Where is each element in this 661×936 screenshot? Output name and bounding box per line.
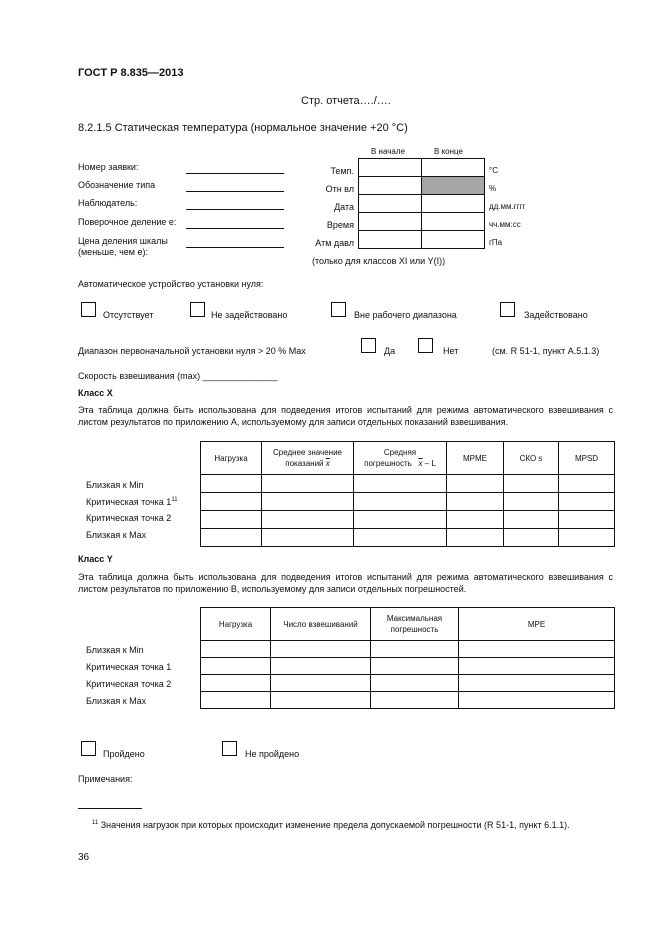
class-y-cell[interactable] — [371, 692, 459, 709]
class-x-header-error-line1: Средняя — [383, 448, 417, 457]
class-x-cell[interactable] — [559, 511, 615, 529]
footnote-mark: 11 — [92, 820, 99, 826]
zero-range-no-label: Нет — [443, 346, 459, 356]
class-x-header-mpsd: MPSD — [559, 442, 615, 475]
class-y-cell[interactable] — [459, 641, 615, 658]
class-x-header-load: Нагрузка — [201, 442, 262, 475]
env-unit: чч.мм:сс — [489, 220, 521, 229]
env-unit: гПа — [489, 238, 503, 247]
auto-zero-option-label: Отсутствует — [103, 310, 154, 320]
class-y-cell[interactable] — [271, 692, 371, 709]
auto-zero-option-checkbox[interactable] — [500, 302, 515, 317]
class-x-cell[interactable] — [262, 493, 354, 511]
class-x-header-error-symbol: $\overline{x}$ — [418, 459, 423, 468]
class-x-header-mean-symbol: $\overline{x}$ — [325, 459, 330, 468]
class-x-cell[interactable] — [201, 475, 262, 493]
class-y-header-load: Нагрузка — [201, 608, 271, 641]
class-x-cell[interactable] — [354, 493, 447, 511]
auto-zero-title: Автоматическое устройство установки нуля: — [78, 279, 264, 289]
class-y-header-mpe: MPE — [459, 608, 615, 641]
class-y-cell[interactable] — [201, 692, 271, 709]
class-x-cell[interactable] — [504, 493, 559, 511]
class-x-row-label-text: Критическая точка 1 — [86, 497, 172, 507]
class-x-header-mean — [262, 442, 354, 475]
section-title: 8.2.1.5 Статическая температура (нормальное значение +20 °С) — [78, 122, 408, 134]
zero-range-yes-checkbox[interactable] — [361, 338, 376, 353]
class-y-text: Эта таблица должна быть использована для подведения итогов испытаний для режима автоматического взвешивания с листом результатов по приложению B, используемому для записи отдельных погрешностей. — [78, 572, 613, 594]
env-row-label: Время — [326, 220, 354, 230]
class-x-cell[interactable] — [447, 475, 504, 493]
class-x-cell[interactable] — [201, 511, 262, 529]
env-note: (только для классов XI или Y(I)) — [312, 256, 446, 266]
env-cell[interactable] — [422, 195, 485, 213]
class-x-row-label: Близкая к Max — [86, 530, 147, 540]
env-row-label: Темп. — [330, 166, 354, 176]
env-cell[interactable] — [359, 213, 422, 231]
class-x-row-label: Близкая к Min — [86, 480, 144, 490]
auto-zero-option-checkbox[interactable] — [190, 302, 205, 317]
field-scale-label: Цена деления шкалы — [78, 236, 168, 246]
class-x-header-mpme: MPME — [447, 442, 504, 475]
auto-zero-option-checkbox[interactable] — [81, 302, 96, 317]
class-x-cell[interactable] — [262, 475, 354, 493]
field-observer-label: Наблюдатель: — [78, 198, 138, 208]
class-x-header-error-line2: погрешность — [364, 459, 412, 468]
class-x-cell[interactable] — [559, 493, 615, 511]
class-y-cell[interactable] — [371, 658, 459, 675]
class-x-header-sko-symbol: s — [538, 453, 543, 463]
class-y-cell[interactable] — [201, 675, 271, 692]
env-cell[interactable] — [359, 195, 422, 213]
class-x-row-label — [86, 497, 178, 507]
env-row-label: Атм давл — [315, 238, 354, 248]
class-y-row-label: Критическая точка 2 — [86, 679, 172, 689]
footnote-divider — [78, 808, 142, 809]
env-col-end: В конце — [434, 147, 463, 156]
class-x-cell[interactable] — [559, 475, 615, 493]
auto-zero-option-label: Задействовано — [524, 310, 588, 320]
class-y-row-label: Близкая к Min — [86, 645, 144, 655]
class-x-cell[interactable] — [504, 511, 559, 529]
class-x-table — [200, 441, 615, 547]
field-type-input[interactable] — [186, 178, 284, 192]
field-scale-input[interactable] — [186, 234, 284, 248]
class-y-cell[interactable] — [459, 675, 615, 692]
class-x-header-error — [354, 442, 447, 475]
class-y-row-label: Близкая к Max — [86, 696, 147, 706]
page-number: 36 — [78, 852, 90, 863]
footnote-text: Значения нагрузок при которых происходит изменение предела допускаемой погрешности (R 51-1, пункт 6.1.1). — [98, 820, 570, 830]
env-cell[interactable] — [359, 159, 422, 177]
field-observer-input[interactable] — [186, 196, 284, 210]
class-x-cell[interactable] — [354, 511, 447, 529]
standard-title: ГОСТ Р 8.835—2013 — [78, 67, 184, 79]
class-x-header-error-tail: – L — [422, 459, 436, 468]
class-x-cell[interactable] — [201, 493, 262, 511]
passed-label: Пройдено — [103, 749, 145, 759]
class-x-cell[interactable] — [354, 529, 447, 547]
class-y-cell[interactable] — [201, 658, 271, 675]
field-application-label: Номер заявки: — [78, 162, 139, 172]
env-unit: °С — [489, 166, 498, 175]
class-x-header-sko-label: СКО — [519, 453, 539, 463]
env-cell[interactable] — [422, 231, 485, 249]
zero-range-ref: (см. R 51-1, пункт А.5.1.3) — [492, 346, 600, 356]
field-scale-note: (меньше, чем e): — [78, 247, 148, 257]
auto-zero-option-checkbox[interactable] — [331, 302, 346, 317]
class-y-row-label: Критическая точка 1 — [86, 662, 172, 672]
class-y-heading: Класс Y — [78, 554, 113, 564]
failed-label: Не пройдено — [245, 749, 300, 759]
class-x-cell[interactable] — [447, 529, 504, 547]
class-y-cell[interactable] — [271, 675, 371, 692]
class-y-header-max — [371, 608, 459, 641]
auto-zero-option-label: Вне рабочего диапазона — [354, 310, 457, 320]
env-cell[interactable] — [422, 213, 485, 231]
env-cell[interactable] — [359, 231, 422, 249]
failed-checkbox[interactable] — [222, 741, 237, 756]
class-y-header-max-line2: погрешность — [390, 625, 439, 634]
env-unit: % — [489, 184, 497, 193]
env-cell[interactable] — [359, 177, 422, 195]
class-y-cell[interactable] — [371, 641, 459, 658]
env-col-start: В начале — [371, 147, 405, 156]
class-x-heading: Класс Х — [78, 388, 113, 398]
class-x-header-mean-line2: показаний — [285, 459, 324, 468]
zero-range-yes-label: Да — [384, 346, 396, 356]
env-cell[interactable] — [422, 159, 485, 177]
class-y-cell[interactable] — [459, 658, 615, 675]
report-page: Стр. отчета…./…. — [301, 95, 391, 107]
class-x-header-mean-line1: Среднее значение — [272, 448, 343, 457]
class-y-cell[interactable] — [201, 641, 271, 658]
class-y-cell[interactable] — [459, 692, 615, 709]
class-x-cell[interactable] — [447, 493, 504, 511]
auto-zero-option-label: Не задействовано — [211, 310, 288, 320]
class-x-text: Эта таблица должна быть использована для подведения итогов испытаний для режима автоматического взвешивания с листом результатов по приложению А, используемому для записи отдельных показаний взвешивания. — [78, 405, 613, 427]
class-x-cell[interactable] — [504, 529, 559, 547]
passed-checkbox[interactable] — [81, 741, 96, 756]
field-type-label: Обозначение типа — [78, 180, 156, 190]
env-cell-shaded — [422, 177, 485, 195]
env-unit: дд.мм.гггг — [489, 202, 526, 211]
footnote — [78, 817, 613, 831]
field-verification-label: Поверочное деление e: — [78, 217, 177, 227]
class-x-footnote-mark: 11 — [171, 497, 178, 503]
class-x-cell[interactable] — [262, 529, 354, 547]
speed-text: Скорость взвешивания (max) _______________ — [78, 371, 278, 381]
env-table — [358, 158, 485, 249]
class-y-table — [200, 607, 615, 709]
class-x-cell[interactable] — [201, 529, 262, 547]
class-y-cell[interactable] — [271, 658, 371, 675]
class-x-cell[interactable] — [504, 475, 559, 493]
class-x-cell[interactable] — [559, 529, 615, 547]
class-x-row-label: Критическая точка 2 — [86, 513, 172, 523]
class-y-header-count: Число взвешиваний — [271, 608, 371, 641]
class-x-cell[interactable] — [354, 475, 447, 493]
zero-range-no-checkbox[interactable] — [418, 338, 433, 353]
class-x-header-sko — [504, 442, 559, 475]
class-x-cell[interactable] — [262, 511, 354, 529]
notes-label: Примечания: — [78, 774, 133, 784]
class-y-header-max-line1: Максимальная — [386, 614, 443, 623]
class-x-cell[interactable] — [447, 511, 504, 529]
zero-range-text: Диапазон первоначальной установки нуля > 20 % Max — [78, 346, 306, 356]
field-verification-input[interactable] — [186, 215, 284, 229]
env-row-label: Дата — [334, 202, 354, 212]
field-application-input[interactable] — [186, 160, 284, 174]
class-y-cell[interactable] — [371, 675, 459, 692]
class-y-cell[interactable] — [271, 641, 371, 658]
env-row-label: Отн вл — [325, 184, 354, 194]
